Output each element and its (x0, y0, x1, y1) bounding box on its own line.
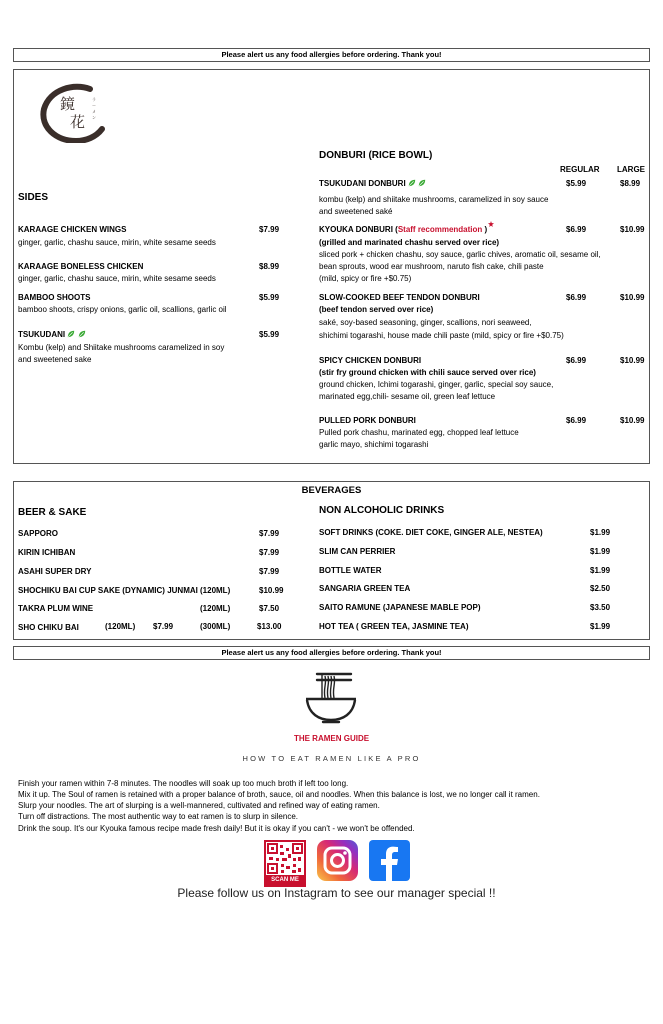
svg-text:ラ: ラ (92, 97, 96, 102)
beer-size: (120ML) (200, 604, 231, 613)
svg-text:ー: ー (92, 103, 96, 108)
price-large: $10.99 (620, 356, 645, 365)
drink-name: HOT TEA ( GREEN TEA, JASMINE TEA) (319, 622, 469, 631)
price-large: $10.99 (620, 416, 645, 425)
donburi-tsukudani (319, 178, 426, 190)
side-desc: ginger, garlic, chashu sauce, mirin, white sesame seeds (18, 238, 216, 247)
donburi-desc: bean sprouts, wood ear mushroom, naruto fish cake, chili paste (319, 262, 544, 271)
side-price: $5.99 (259, 293, 280, 302)
price-regular: $6.99 (566, 416, 587, 425)
guide-line: Slurp your noodles. The art of slurping is a well-mannered, cultivated and refined way of eating ramen. (18, 801, 380, 810)
sho-chiku-price: $7.99 (153, 622, 174, 631)
staff-recommendation: Staff recommendation (397, 225, 483, 234)
beer-name: KIRIN ICHIBAN (18, 548, 76, 557)
side-price: $7.99 (259, 225, 280, 234)
drink-name: SLIM CAN PERRIER (319, 547, 396, 556)
beer-name: SAPPORO (18, 529, 59, 538)
drink-name: BOTTLE WATER (319, 566, 382, 575)
price-regular: $6.99 (566, 293, 587, 302)
beer-size: (120ML) (200, 586, 231, 595)
donburi-sub: (stir fry ground chicken with chili sauce served over rice) (319, 368, 536, 377)
col-regular: REGULAR (560, 165, 600, 174)
donburi-name: TSUKUDANI DONBURI (319, 179, 406, 188)
donburi-desc: marinated egg,chili- sesame oil, green leaf lettuce (319, 392, 496, 401)
side-desc: ginger, garlic, chashu sauce, mirin, white sesame seeds (18, 274, 216, 283)
side-price: $8.99 (259, 262, 280, 271)
guide-line: Mix it up. The Soul of ramen is retained with a proper balance of broth, sauce, oil and noodles. When this balance is lost, we no longer call it ramen. (18, 790, 540, 799)
beer-sake-title: BEER & SAKE (18, 507, 87, 518)
donburi-desc: shichimi togarashi, house made chili paste (mild, spicy or fire +$0.75) (319, 331, 564, 340)
beer-name: TAKRA PLUM WINE (18, 604, 94, 613)
beverages-title: BEVERAGES (301, 485, 362, 496)
qr-code-icon (266, 842, 304, 875)
donburi-desc: sliced pork + chicken chashu, soy sauce, garlic chives, aromatic oil, sesame oil, (319, 250, 601, 259)
qr-code[interactable] (264, 840, 306, 887)
allergy-notice-bottom: Please alert us any food allergies before ordering. Thank you! (13, 646, 650, 660)
beer-name: ASAHI SUPER DRY (18, 567, 92, 576)
donburi-sub: (beef tendon served over rice) (319, 305, 434, 314)
guide-line: Drink the soup. It's our Kyouka famous recipe made fresh daily! But it is okay if you can't - we won't be offended. (18, 824, 415, 833)
allergy-notice-top: Please alert us any food allergies before ordering. Thank you! (13, 48, 650, 62)
guide-line: Finish your ramen within 7-8 minutes. The noodles will soak up too much broth if left too long. (18, 779, 349, 788)
drink-name: SANGARIA GREEN TEA (319, 584, 411, 593)
beer-price: $7.99 (259, 548, 280, 557)
svg-text:花: 花 (70, 113, 86, 131)
non-alcoholic-title: NON ALCOHOLIC DRINKS (319, 505, 445, 516)
sho-chiku-price: $13.00 (257, 622, 282, 631)
vegetarian-leaf-icon (418, 179, 426, 187)
donburi-desc: (mild, spicy or fire +$0.75) (319, 274, 412, 283)
side-desc: bamboo shoots, crispy onions, garlic oil, scallions, garlic oil (18, 305, 227, 314)
drink-price: $1.99 (590, 566, 611, 575)
follow-instagram-text: Please follow us on Instagram to see our manager special !! (177, 886, 496, 900)
side-name: KARAAGE CHICKEN WINGS (18, 225, 127, 234)
sho-chiku-size: (300ML) (200, 622, 231, 631)
side-price: $5.99 (259, 330, 280, 339)
side-name: TSUKUDANI (18, 330, 66, 339)
donburi-desc: kombu (kelp) and shiitake mushrooms, caramelized in soy sauce (319, 195, 549, 204)
beer-price: $7.99 (259, 529, 280, 538)
price-regular: $6.99 (566, 225, 587, 234)
ramen-guide-subtitle: HOW TO EAT RAMEN LIKE A PRO (242, 754, 421, 763)
donburi-kyouka: KYOUKA DONBURI (Staff recommendation ) (319, 225, 488, 234)
price-regular: $5.99 (566, 179, 587, 188)
side-tsukudani (18, 329, 86, 341)
vegetarian-leaf-icon (408, 179, 416, 187)
drink-price: $1.99 (590, 547, 611, 556)
donburi-name: PULLED PORK DONBURI (319, 416, 416, 425)
drink-price: $1.99 (590, 622, 611, 631)
beer-price: $7.99 (259, 567, 280, 576)
donburi-desc: saké, soy-based seasoning, ginger, scallions, nori seaweed, (319, 318, 532, 327)
donburi-desc: garlic mayo, shichimi togarashi (319, 440, 429, 449)
sides-title: SIDES (18, 192, 49, 203)
restaurant-logo (40, 83, 112, 143)
drink-price: $2.50 (590, 584, 611, 593)
donburi-desc: ground chicken, Ichimi togarashi, ginger, garlic, special soy sauce, (319, 380, 554, 389)
drink-price: $1.99 (590, 528, 611, 537)
donburi-title: DONBURI (RICE BOWL) (319, 150, 433, 161)
sho-chiku-name: SHO CHIKU BAI (18, 623, 79, 632)
price-large: $8.99 (620, 179, 641, 188)
vegetarian-leaf-icon (78, 330, 86, 338)
guide-line: Turn off distractions. The most authentic way to eat ramen is to slurp in silence. (18, 812, 298, 821)
col-large: LARGE (617, 165, 645, 174)
donburi-desc: and sweetened saké (319, 207, 393, 216)
drink-price: $3.50 (590, 603, 611, 612)
side-desc: Kombu (kelp) and Shiitake mushrooms caramelized in soy (18, 343, 225, 352)
instagram-icon[interactable] (317, 840, 358, 881)
vegetarian-leaf-icon (67, 330, 75, 338)
side-name: BAMBOO SHOOTS (18, 293, 91, 302)
drink-name: SAITO RAMUNE (JAPANESE MABLE POP) (319, 603, 481, 612)
qr-scan-label: SCAN ME (266, 875, 304, 885)
beer-price: $10.99 (259, 586, 284, 595)
drink-name: SOFT DRINKS (COKE. DIET COKE, GINGER ALE, NESTEA) (319, 528, 543, 537)
price-regular: $6.99 (566, 356, 587, 365)
facebook-icon[interactable] (369, 840, 410, 881)
beer-price: $7.50 (259, 604, 280, 613)
svg-text:ン: ン (92, 115, 96, 120)
donburi-name: SLOW-COOKED BEEF TENDON DONBURI (319, 293, 480, 302)
side-name: KARAAGE BONELESS CHICKEN (18, 262, 144, 271)
svg-text:メ: メ (92, 109, 96, 114)
price-large: $10.99 (620, 225, 645, 234)
sho-chiku-size: (120ML) (105, 622, 136, 631)
ramen-guide-title: THE RAMEN GUIDE (293, 734, 370, 743)
donburi-sub: (grilled and marinated chashu served over rice) (319, 238, 500, 247)
beer-name: SHOCHIKU BAI CUP SAKE (DYNAMIC) JUNMAI (18, 586, 198, 595)
svg-text:鏡: 鏡 (60, 95, 76, 113)
price-large: $10.99 (620, 293, 645, 302)
recommend-star-icon (488, 220, 494, 226)
side-desc: and sweetened sake (18, 355, 92, 364)
donburi-name: SPICY CHICKEN DONBURI (319, 356, 422, 365)
ramen-bowl-icon (303, 670, 359, 726)
donburi-desc: Pulled pork chashu, marinated egg, chopped leaf lettuce (319, 428, 519, 437)
